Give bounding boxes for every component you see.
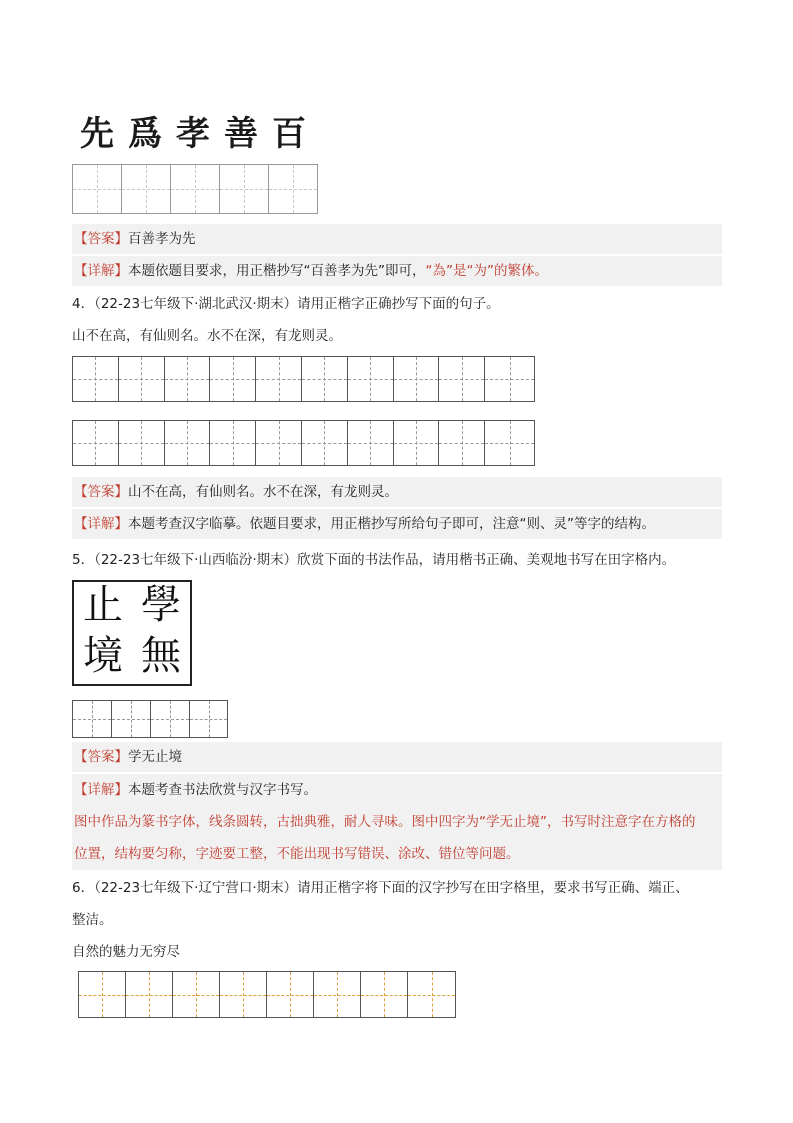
seal-calligraphy: 止 學 境 無 <box>72 580 192 686</box>
detail-tag: 【详解】 <box>74 263 128 279</box>
detail-q3: 【详解】本题依题目要求，用正楷抄写“百善孝为先”即可，“為”是“为”的繁体。 <box>72 256 722 286</box>
answer-q5: 【答案】学无止境 <box>72 742 722 772</box>
question-4-header: 4．（22-23七年级下·湖北武汉·期末）请用正楷字正确抄写下面的句子。 <box>72 296 500 312</box>
answer-q4: 【答案】山不在高，有仙则名。水不在深，有龙则灵。 <box>72 477 722 507</box>
question-4-sentence: 山不在高，有仙则名。水不在深，有龙则灵。 <box>72 328 342 344</box>
writing-grid-q6[interactable] <box>78 971 456 1018</box>
question-6-phrase: 自然的魅力无穷尽 <box>72 944 180 960</box>
detail-q4: 【详解】本题考查汉字临摹。依题目要求，用正楷抄写所给句子即可，注意“则、灵”等字的结构。 <box>72 509 722 539</box>
question-5-header: 5．（22-23七年级下·山西临汾·期末）欣赏下面的书法作品，请用楷书正确、美观地书写在田字格内。 <box>72 552 676 568</box>
calligraphy-sample: 先爲孝善百 <box>80 114 320 154</box>
answer-tag: 【答案】 <box>74 231 128 247</box>
detail-q5: 【详解】本题考查书法欣赏与汉字书写。 图中作品为篆书字体，线条圆转，古拙典雅，耐人寻味。图中四字为“学无止境”，书写时注意字在方格的 位置，结构要匀称，字迹要工整，不能出现书写错误、涂改、错位等问题。 <box>72 774 722 870</box>
answer-q3: 【答案】百善孝为先 <box>72 224 722 254</box>
question-6-header-cont: 整洁。 <box>72 912 113 928</box>
question-6-header: 6．（22-23七年级下·辽宁营口·期末）请用正楷字将下面的汉字抄写在田字格里，要求书写正确、端正、 <box>72 880 689 896</box>
writing-grid-q5[interactable] <box>72 700 228 738</box>
writing-grid-q4-row1[interactable] <box>72 356 535 402</box>
writing-grid-q4-row2[interactable] <box>72 420 535 466</box>
writing-grid-q3[interactable] <box>72 164 318 214</box>
